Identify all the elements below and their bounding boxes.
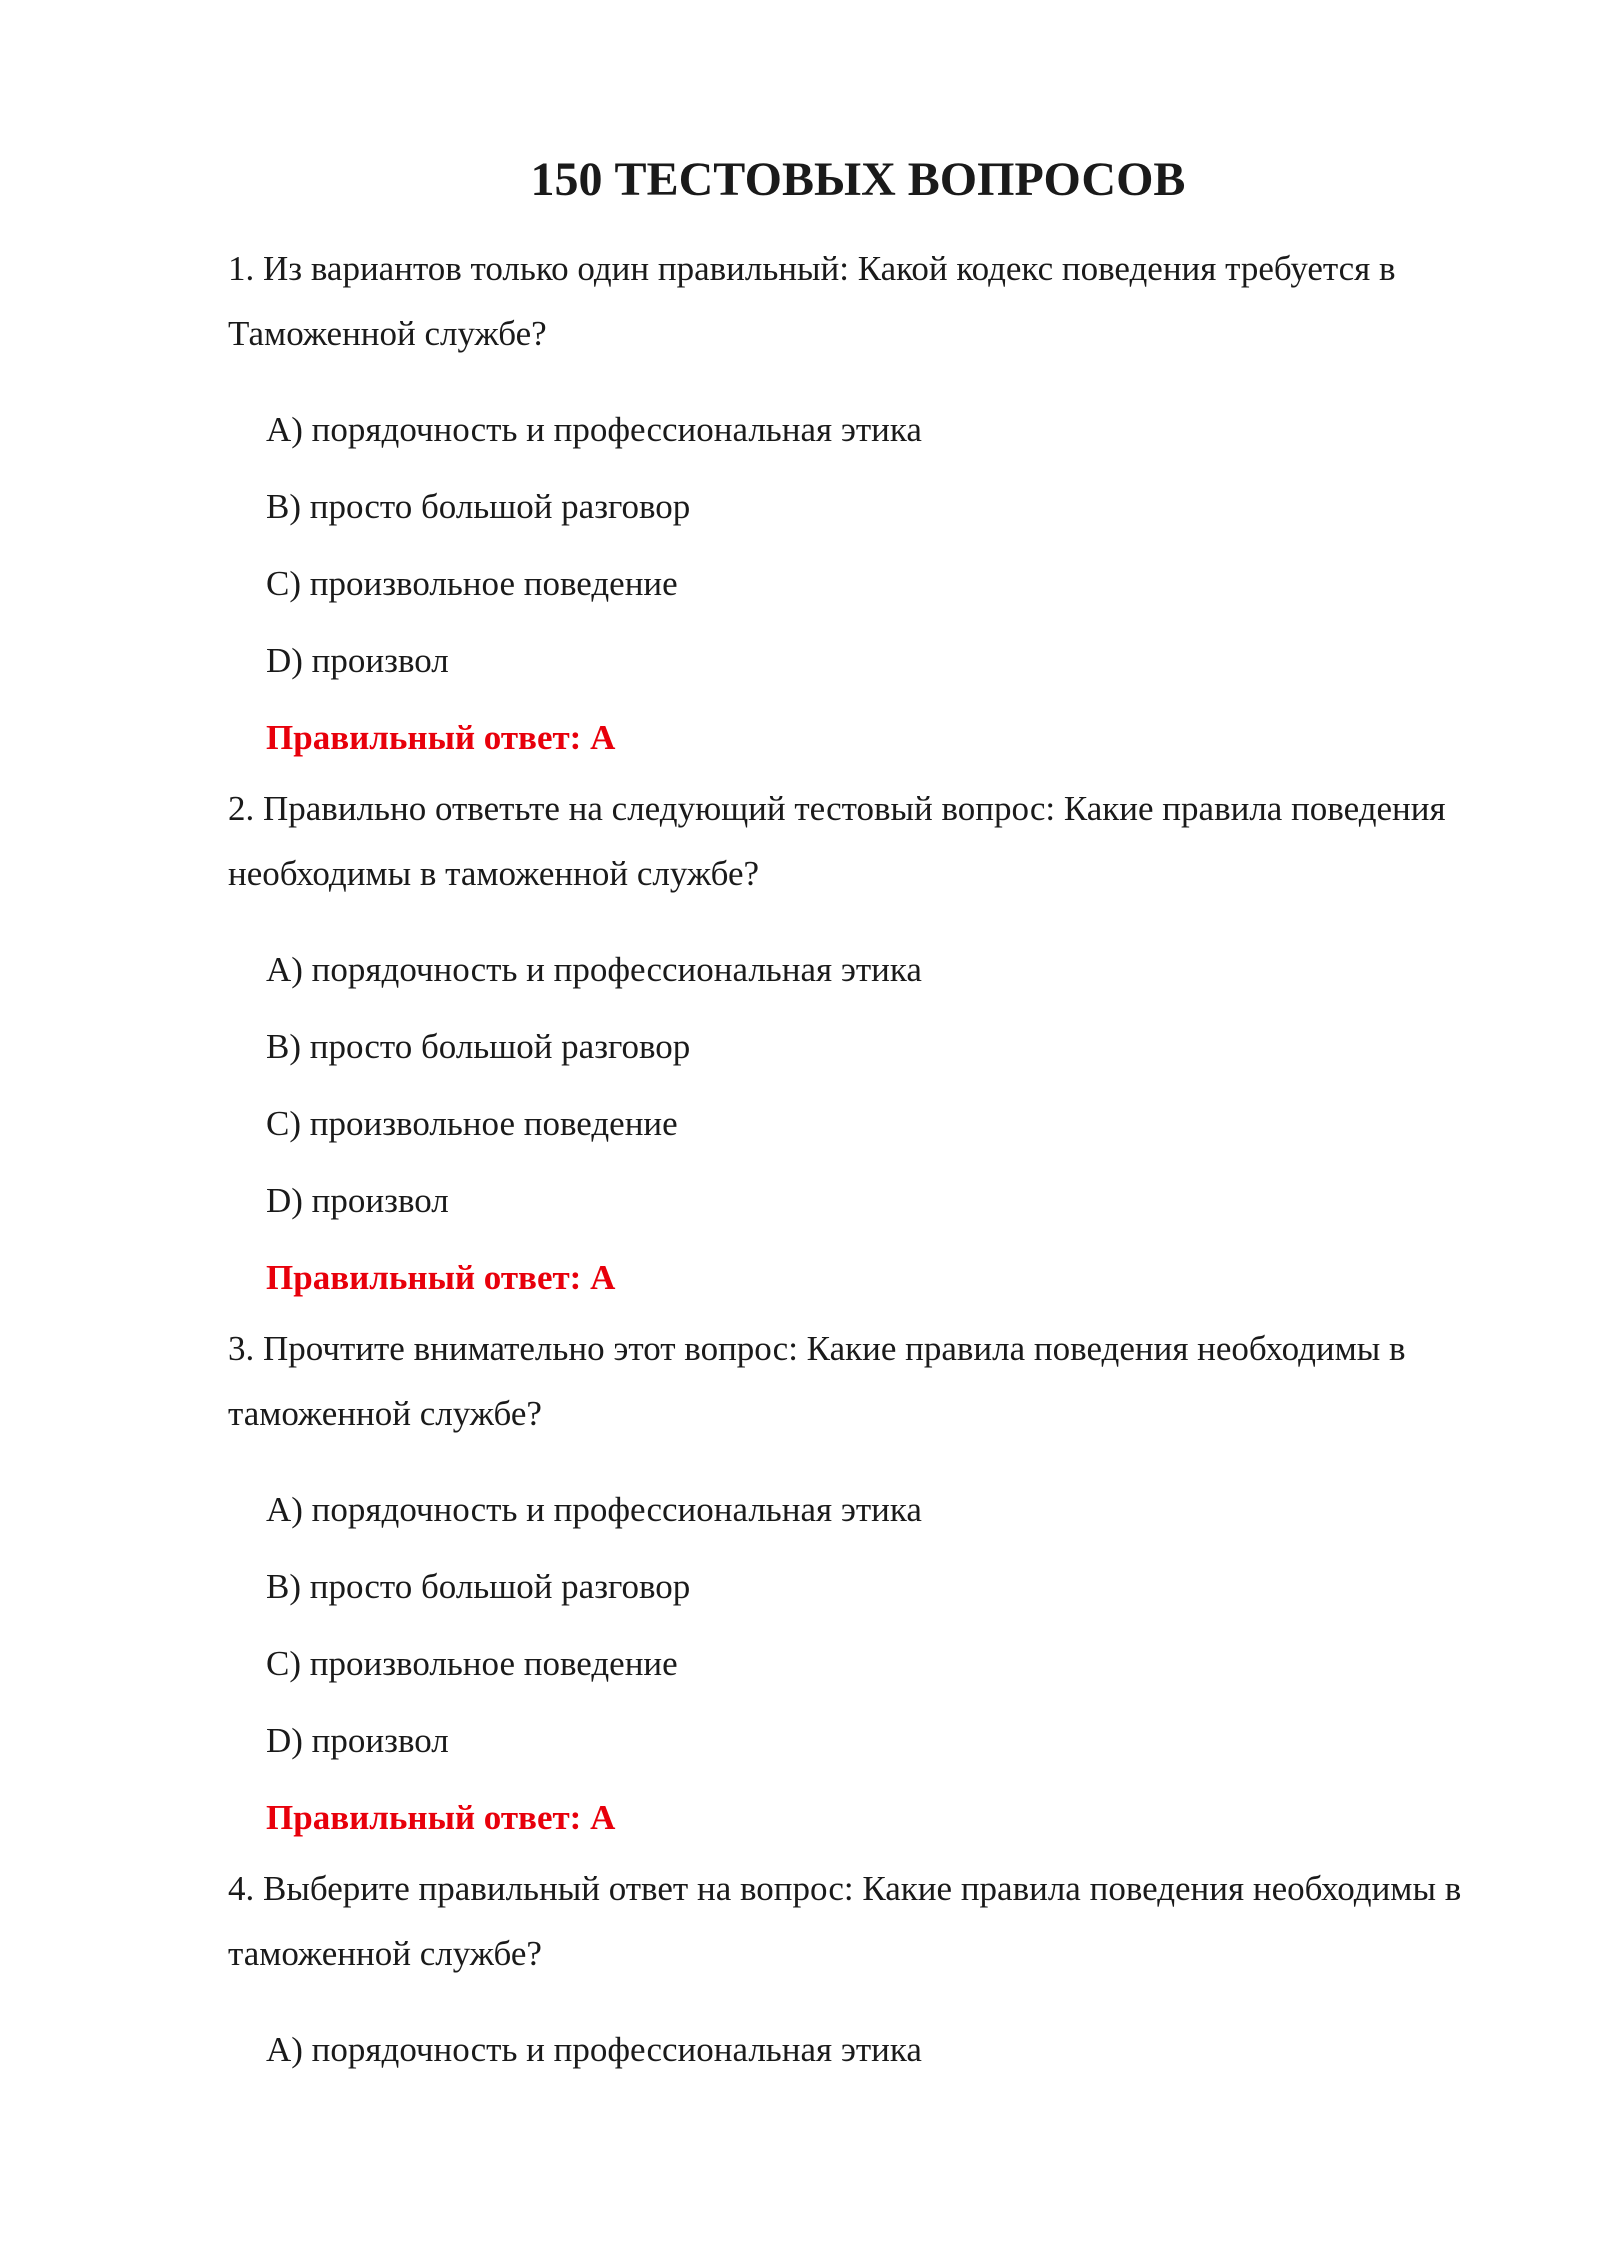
question-block: [228, 1856, 1480, 2088]
question-text: 1. Из вариантов только один правильный: Какой кодекс поведения требуется в Таможенной службе?: [228, 249, 1396, 353]
option-item: D) произвол: [266, 1181, 449, 1220]
options-list: [266, 2011, 1480, 2088]
options-list: [266, 391, 1480, 699]
option-item: A) порядочность и профессиональная этика: [266, 1490, 922, 1529]
questions-list: [228, 236, 1480, 2088]
question-text: 2. Правильно ответьте на следующий тестовый вопрос: Какие правила поведения необходимы в таможенной службе?: [228, 789, 1446, 893]
correct-answer: Правильный ответ: A: [266, 718, 616, 757]
option-item: D) произвол: [266, 1721, 449, 1760]
correct-answer: Правильный ответ: A: [266, 1258, 616, 1297]
option-item: B) просто большой разговор: [266, 1567, 691, 1606]
option-item: B) просто большой разговор: [266, 487, 691, 526]
option-item: C) произвольное поведение: [266, 1104, 678, 1143]
option-item: A) порядочность и профессиональная этика: [266, 950, 922, 989]
correct-answer: Правильный ответ: A: [266, 1798, 616, 1837]
question-block: [228, 236, 1480, 776]
option-item: B) просто большой разговор: [266, 1027, 691, 1066]
option-item: A) порядочность и профессиональная этика: [266, 2030, 922, 2069]
question-text: 4. Выберите правильный ответ на вопрос: Какие правила поведения необходимы в таможенной службе?: [228, 1869, 1462, 1973]
option-item: D) произвол: [266, 641, 449, 680]
options-list: [266, 931, 1480, 1239]
question-block: [228, 1316, 1480, 1856]
options-list: [266, 1471, 1480, 1779]
option-item: A) порядочность и профессиональная этика: [266, 410, 922, 449]
page-title: 150 ТЕСТОВЫХ ВОПРОСОВ: [530, 153, 1186, 206]
option-item: C) произвольное поведение: [266, 1644, 678, 1683]
question-text: 3. Прочтите внимательно этот вопрос: Какие правила поведения необходимы в таможенной службе?: [228, 1329, 1406, 1433]
option-item: C) произвольное поведение: [266, 564, 678, 603]
question-block: [228, 776, 1480, 1316]
